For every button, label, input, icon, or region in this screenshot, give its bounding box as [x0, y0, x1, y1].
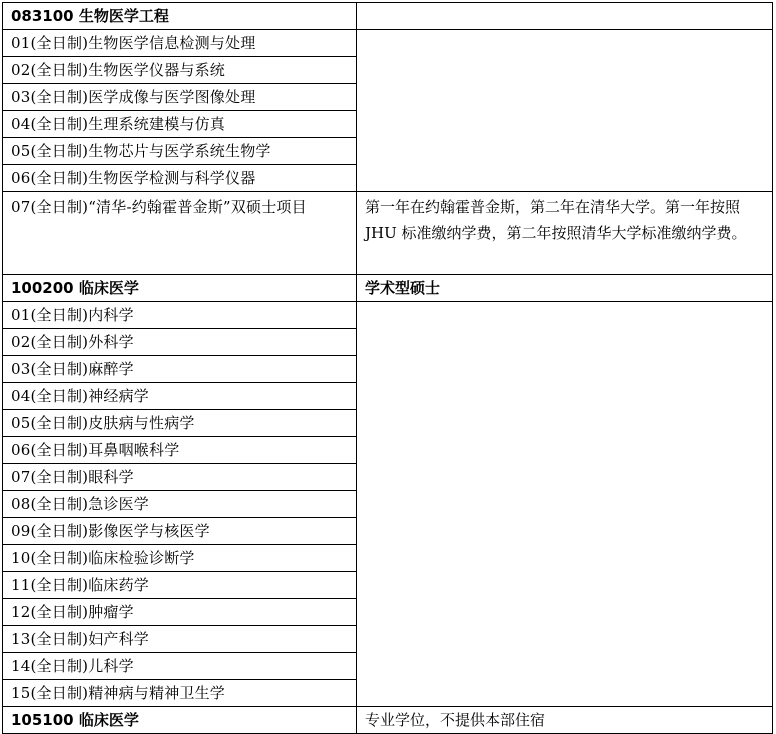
major-table — [2, 2, 773, 734]
direction-cell: 02(全日制)外科学 — [3, 329, 357, 356]
remark-cell: 学术型硕士 — [357, 275, 773, 302]
remark-cell: 专业学位，不提供本部住宿 — [357, 707, 773, 734]
direction-cell: 05(全日制)皮肤病与性病学 — [3, 410, 357, 437]
direction-cell: 14(全日制)儿科学 — [3, 653, 357, 680]
direction-cell: 04(全日制)神经病学 — [3, 383, 357, 410]
direction-cell: 03(全日制)麻醉学 — [3, 356, 357, 383]
direction-cell: 12(全日制)肿瘤学 — [3, 599, 357, 626]
direction-cell: 01(全日制)内科学 — [3, 302, 357, 329]
remark-cell — [357, 302, 773, 707]
direction-cell: 05(全日制)生物芯片与医学系统生物学 — [3, 138, 357, 165]
direction-note-cell: 第一年在约翰霍普金斯，第二年在清华大学。第一年按照 JHU 标准缴纳学费，第二年按照清华大学标准缴纳学费。 — [357, 192, 773, 275]
direction-cell: 07(全日制)眼科学 — [3, 464, 357, 491]
direction-cell: 06(全日制)生物医学检测与科学仪器 — [3, 165, 357, 192]
direction-cell: 11(全日制)临床药学 — [3, 572, 357, 599]
direction-cell: 15(全日制)精神病与精神卫生学 — [3, 680, 357, 707]
table-row — [3, 707, 773, 734]
direction-cell: 07(全日制)“清华-约翰霍普金斯”双硕士项目 — [3, 192, 357, 275]
direction-cell: 06(全日制)耳鼻咽喉科学 — [3, 437, 357, 464]
table-row — [3, 275, 773, 302]
remark-cell — [357, 30, 773, 192]
direction-cell: 09(全日制)影像医学与核医学 — [3, 518, 357, 545]
direction-cell: 10(全日制)临床检验诊断学 — [3, 545, 357, 572]
direction-cell: 02(全日制)生物医学仪器与系统 — [3, 57, 357, 84]
major-title-cell: 100200 临床医学 — [3, 275, 357, 302]
direction-cell: 13(全日制)妇产科学 — [3, 626, 357, 653]
direction-cell: 03(全日制)医学成像与医学图像处理 — [3, 84, 357, 111]
remark-cell — [357, 3, 773, 30]
direction-cell: 01(全日制)生物医学信息检测与处理 — [3, 30, 357, 57]
table-row — [3, 302, 773, 329]
direction-cell: 04(全日制)生理系统建模与仿真 — [3, 111, 357, 138]
major-title-cell: 105100 临床医学 — [3, 707, 357, 734]
major-title-cell: 083100 生物医学工程 — [3, 3, 357, 30]
direction-cell: 08(全日制)急诊医学 — [3, 491, 357, 518]
table-row — [3, 30, 773, 57]
table-row — [3, 3, 773, 30]
table-row — [3, 192, 773, 275]
